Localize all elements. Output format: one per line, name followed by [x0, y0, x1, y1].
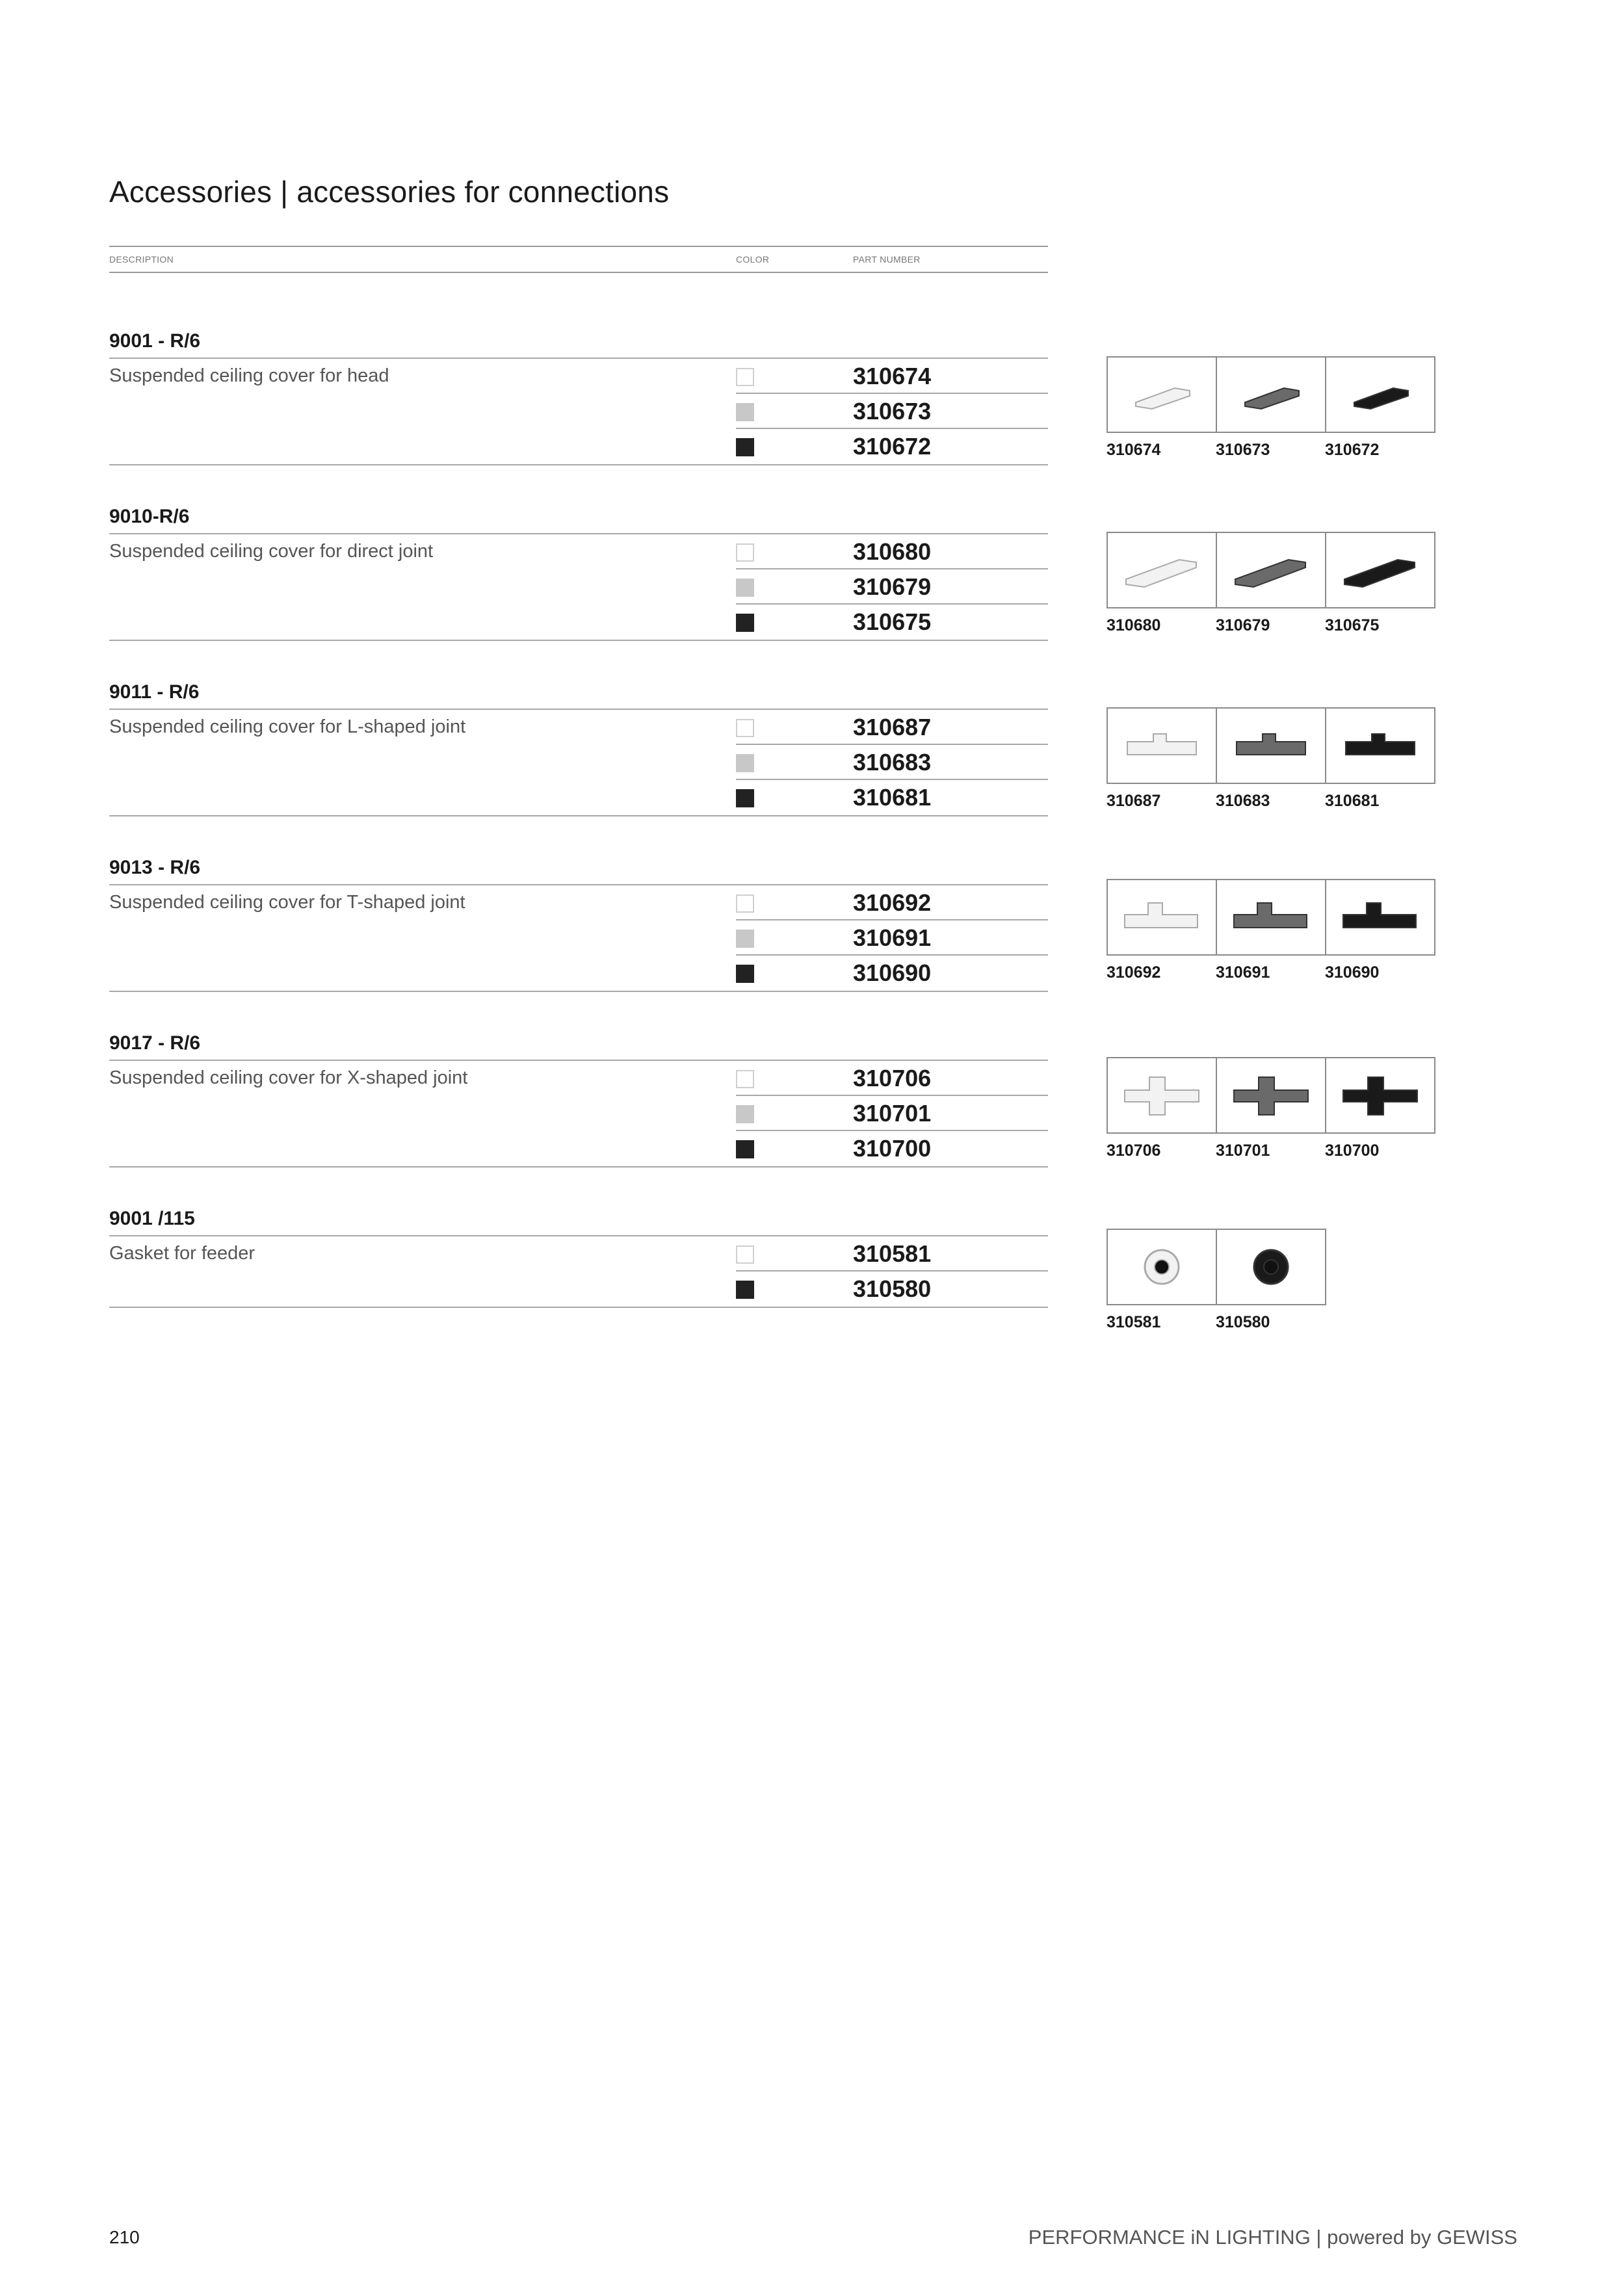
part-rows [736, 1061, 1048, 1165]
image-caption: 310692 [1107, 963, 1161, 982]
product-image [1107, 356, 1217, 433]
part-number: 310692 [853, 889, 932, 916]
color-swatch-grey [736, 579, 754, 597]
color-swatch-white [736, 1070, 754, 1088]
part-number: 310701 [853, 1100, 932, 1127]
image-caption: 310679 [1216, 616, 1270, 634]
product-image-strip [1107, 532, 1434, 608]
product-image [1216, 879, 1326, 956]
part-number: 310675 [853, 608, 932, 635]
product-code: 9001 /115 [109, 1208, 195, 1229]
part-number: 310687 [853, 714, 932, 740]
product-description: Gasket for feeder [109, 1243, 255, 1264]
part-row [736, 780, 1048, 814]
part-number: 310674 [853, 363, 932, 389]
part-number: 310706 [853, 1065, 932, 1091]
product-image [1325, 1057, 1435, 1134]
divider [109, 1307, 1048, 1308]
color-swatch-grey [736, 1105, 754, 1123]
color-swatch-white [736, 894, 754, 913]
color-swatch-white [736, 543, 754, 562]
x-joint-cover-illustration [1120, 1069, 1204, 1121]
product-image-captions [1107, 1141, 1434, 1160]
product-image [1216, 1057, 1326, 1134]
part-number: 310683 [853, 749, 932, 776]
product-image [1216, 356, 1326, 433]
product-description: Suspended ceiling cover for L-shaped joint [109, 716, 466, 737]
part-row [736, 359, 1048, 394]
image-caption: 310683 [1216, 792, 1270, 810]
product-image-strip [1107, 1229, 1325, 1305]
part-row [736, 1236, 1048, 1272]
header-description: DESCRIPTION [109, 254, 174, 265]
l-joint-cover-illustration [1229, 720, 1313, 772]
product-image-captions [1107, 963, 1434, 982]
image-caption: 310580 [1216, 1313, 1270, 1331]
direct-joint-cover-illustration [1120, 544, 1204, 596]
product-image-strip [1107, 1057, 1434, 1134]
divider [109, 464, 1048, 465]
part-row [736, 920, 1048, 956]
head-cover-illustration [1338, 369, 1422, 421]
image-caption: 310691 [1216, 963, 1270, 982]
part-row [736, 1061, 1048, 1096]
image-caption: 310701 [1216, 1141, 1270, 1160]
image-caption: 310706 [1107, 1141, 1161, 1160]
part-number: 310690 [853, 959, 932, 986]
part-number: 310581 [853, 1240, 932, 1267]
image-caption: 310674 [1107, 441, 1161, 459]
color-swatch-grey [736, 930, 754, 948]
product-image [1216, 532, 1326, 608]
gasket-illustration [1229, 1241, 1313, 1293]
image-caption: 310672 [1325, 441, 1380, 459]
header-part-number: PART NUMBER [853, 254, 921, 265]
part-number: 310700 [853, 1135, 932, 1162]
product-image [1216, 1229, 1326, 1305]
part-row [736, 394, 1048, 429]
l-joint-cover-illustration [1338, 720, 1422, 772]
product-image [1107, 532, 1217, 608]
part-rows [736, 885, 1048, 989]
product-image-strip [1107, 356, 1434, 433]
x-joint-cover-illustration [1338, 1069, 1422, 1121]
part-row [736, 429, 1048, 463]
t-joint-cover-illustration [1120, 891, 1204, 943]
product-code: 9010-R/6 [109, 506, 190, 527]
gasket-illustration [1120, 1241, 1204, 1293]
part-row [736, 885, 1048, 920]
page-title: Accessories | accessories for connections [109, 175, 670, 209]
product-image [1325, 879, 1435, 956]
product-image [1216, 707, 1326, 784]
product-description: Suspended ceiling cover for X-shaped joint [109, 1067, 468, 1088]
header-color: COLOR [736, 254, 770, 265]
t-joint-cover-illustration [1338, 891, 1422, 943]
image-caption: 310687 [1107, 792, 1161, 810]
part-number: 310681 [853, 784, 932, 811]
product-image-strip [1107, 707, 1434, 784]
part-rows [736, 1236, 1048, 1305]
color-swatch-grey [736, 754, 754, 772]
part-row [736, 1131, 1048, 1165]
page-number: 210 [109, 2227, 140, 2247]
color-swatch-white [736, 368, 754, 386]
footer-text: PERFORMANCE iN LIGHTING | powered by GEWISS [1028, 2226, 1517, 2249]
product-code: 9017 - R/6 [109, 1032, 201, 1054]
part-number: 310673 [853, 398, 932, 424]
table-header [109, 246, 1048, 273]
x-joint-cover-illustration [1229, 1069, 1313, 1121]
product-code: 9001 - R/6 [109, 330, 201, 352]
part-number: 310580 [853, 1275, 932, 1302]
color-swatch-black [736, 438, 754, 456]
divider [109, 815, 1048, 816]
product-image [1107, 1057, 1217, 1134]
product-image [1325, 707, 1435, 784]
part-rows [736, 534, 1048, 638]
part-rows [736, 710, 1048, 814]
product-image-captions [1107, 1313, 1325, 1332]
part-row [736, 1272, 1048, 1305]
part-rows [736, 359, 1048, 463]
image-caption: 310690 [1325, 963, 1380, 982]
divider [109, 640, 1048, 641]
product-description: Suspended ceiling cover for T-shaped joint [109, 892, 465, 913]
product-image [1325, 532, 1435, 608]
color-swatch-black [736, 1281, 754, 1299]
color-swatch-grey [736, 403, 754, 421]
part-row [736, 1096, 1048, 1131]
product-image-captions [1107, 792, 1434, 811]
part-row [736, 710, 1048, 745]
image-caption: 310681 [1325, 792, 1380, 810]
image-caption: 310581 [1107, 1313, 1161, 1331]
product-image-strip [1107, 879, 1434, 956]
head-cover-illustration [1229, 369, 1313, 421]
color-swatch-white [736, 719, 754, 737]
color-swatch-black [736, 614, 754, 632]
product-image [1107, 1229, 1217, 1305]
image-caption: 310675 [1325, 616, 1380, 634]
color-swatch-black [736, 789, 754, 807]
divider [109, 1166, 1048, 1168]
part-number: 310691 [853, 924, 932, 951]
part-row [736, 956, 1048, 989]
product-image-captions [1107, 616, 1434, 635]
color-swatch-black [736, 965, 754, 983]
part-row [736, 569, 1048, 605]
direct-joint-cover-illustration [1338, 544, 1422, 596]
image-caption: 310700 [1325, 1141, 1380, 1160]
part-row [736, 605, 1048, 638]
product-image [1107, 879, 1217, 956]
part-number: 310672 [853, 433, 932, 460]
image-caption: 310673 [1216, 441, 1270, 459]
product-image [1107, 707, 1217, 784]
direct-joint-cover-illustration [1229, 544, 1313, 596]
product-image-captions [1107, 441, 1434, 460]
color-swatch-black [736, 1140, 754, 1158]
product-description: Suspended ceiling cover for direct joint [109, 541, 434, 562]
color-swatch-white [736, 1246, 754, 1264]
head-cover-illustration [1120, 369, 1204, 421]
l-joint-cover-illustration [1120, 720, 1204, 772]
part-row [736, 745, 1048, 780]
product-description: Suspended ceiling cover for head [109, 365, 389, 386]
divider [109, 991, 1048, 992]
product-image [1325, 356, 1435, 433]
part-number: 310680 [853, 538, 932, 565]
image-caption: 310680 [1107, 616, 1161, 634]
product-code: 9011 - R/6 [109, 681, 200, 703]
part-number: 310679 [853, 573, 932, 600]
t-joint-cover-illustration [1229, 891, 1313, 943]
part-row [736, 534, 1048, 569]
product-code: 9013 - R/6 [109, 857, 201, 878]
